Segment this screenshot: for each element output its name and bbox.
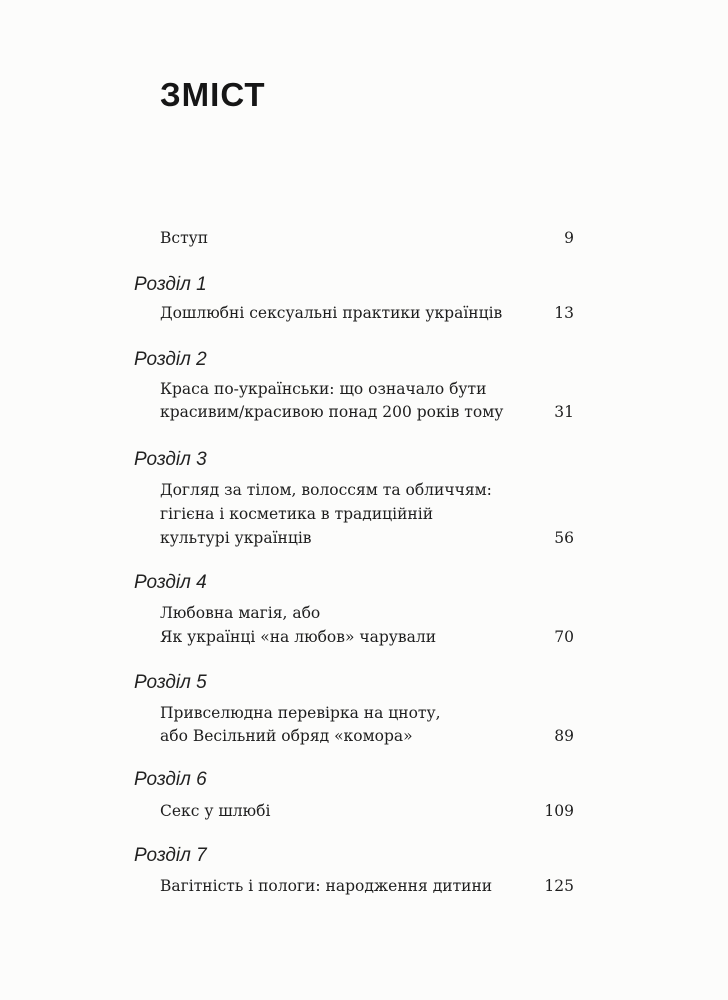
toc-entry-title: Вагітність і пологи: народження дитини xyxy=(160,877,493,895)
toc-entry-chapter-3-line-3[interactable] xyxy=(160,528,574,548)
toc-entry-title: Дошлюбні сексуальні практики українців xyxy=(160,304,503,322)
toc-entry-chapter-2-line-2[interactable] xyxy=(160,402,574,422)
toc-page-number: 31 xyxy=(554,403,574,421)
toc-page-number: 125 xyxy=(544,877,574,895)
toc-entry-title: Догляд за тілом, волоссям та обличчям: xyxy=(160,481,492,499)
toc-entry-intro[interactable] xyxy=(160,228,574,248)
toc-entry-title: Любовна магія, або xyxy=(160,604,321,622)
toc-entry-chapter-4-line-2[interactable] xyxy=(160,627,574,647)
toc-entry-chapter-1[interactable] xyxy=(160,303,574,323)
chapter-label: Розділ 6 xyxy=(134,769,207,790)
toc-entry-title: красивим/красивою понад 200 років тому xyxy=(160,403,504,421)
chapter-label: Розділ 5 xyxy=(134,672,207,693)
chapter-label: Розділ 2 xyxy=(134,349,207,370)
toc-entry-chapter-6[interactable] xyxy=(160,801,574,821)
toc-entry-title: або Весільний обряд «комора» xyxy=(160,727,413,745)
toc-entry-chapter-7[interactable] xyxy=(160,876,574,896)
toc-entry-title: гігієна і косметика в традиційній xyxy=(160,505,434,523)
chapter-label: Розділ 4 xyxy=(134,572,207,593)
toc-page-number: 70 xyxy=(554,628,574,646)
toc-entry-title: Як українці «на любов» чарували xyxy=(160,628,437,646)
page-title: ЗМІСТ xyxy=(160,76,266,113)
toc-entry-chapter-4-line-1[interactable] xyxy=(160,603,574,623)
toc-entry-chapter-3-line-1[interactable] xyxy=(160,480,574,500)
toc-entry-title: Краса по-українськи: що означало бути xyxy=(160,380,487,398)
chapter-label: Розділ 1 xyxy=(134,274,207,295)
toc-page-number: 109 xyxy=(544,802,574,820)
toc-entry-title: культурі українців xyxy=(160,529,312,547)
toc-page-number: 9 xyxy=(564,229,574,247)
toc-entry-title: Привселюдна перевірка на цноту, xyxy=(160,704,441,722)
toc-entry-chapter-5-line-1[interactable] xyxy=(160,703,574,723)
chapter-label: Розділ 3 xyxy=(134,449,207,470)
toc-entry-chapter-5-line-2[interactable] xyxy=(160,726,574,746)
toc-entry-chapter-3-line-2[interactable] xyxy=(160,504,574,524)
chapter-label: Розділ 7 xyxy=(134,845,207,866)
toc-entry-chapter-2-line-1[interactable] xyxy=(160,379,574,399)
toc-page-number: 89 xyxy=(554,727,574,745)
toc-page-number: 13 xyxy=(554,304,574,322)
toc-page-number: 56 xyxy=(554,529,574,547)
toc-entry-title: Вступ xyxy=(160,229,209,247)
toc-entry-title: Секс у шлюбі xyxy=(160,802,271,820)
